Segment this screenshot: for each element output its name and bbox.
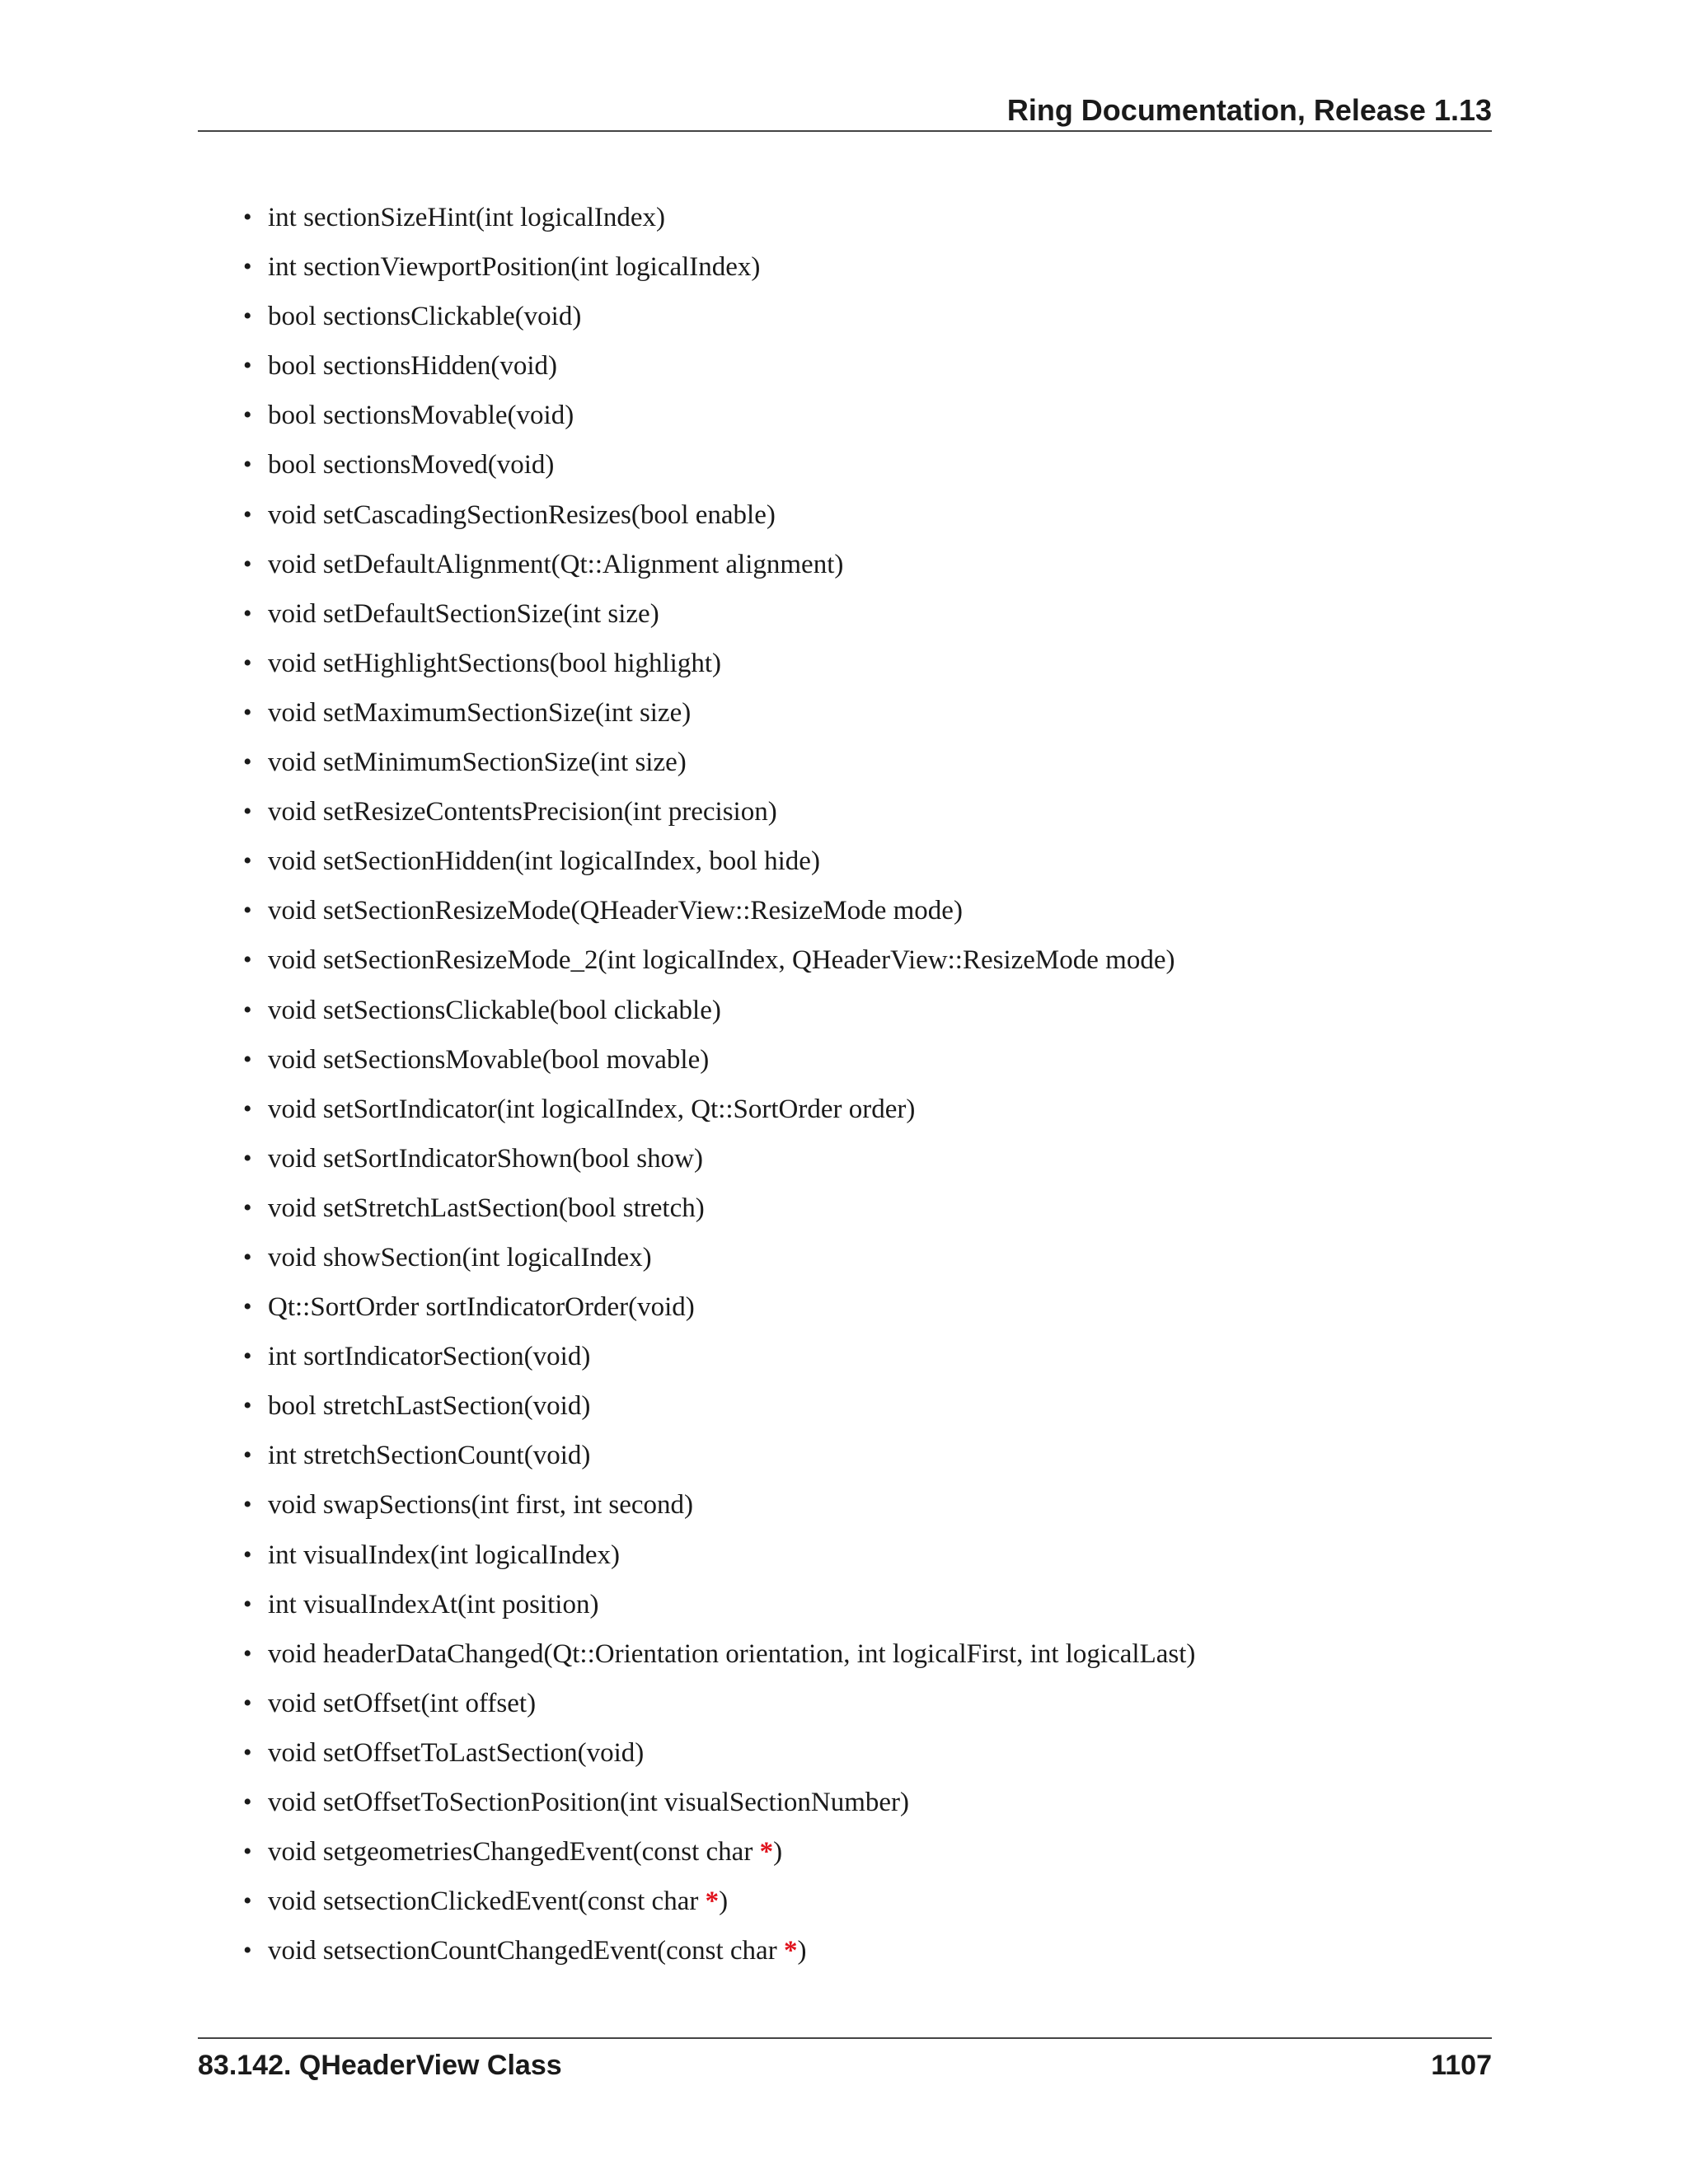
bullet-icon: • <box>243 550 252 578</box>
method-signature: void showSection(int logicalIndex) <box>268 1242 652 1272</box>
bullet-icon: • <box>243 253 252 281</box>
bullet-icon: • <box>243 1838 252 1866</box>
bullet-icon: • <box>243 1887 252 1915</box>
bullet-icon: • <box>243 1293 252 1321</box>
bullet-icon: • <box>243 1491 252 1519</box>
method-signature: void setMaximumSectionSize(int size) <box>268 697 692 728</box>
bullet-icon: • <box>243 698 252 726</box>
page-number: 1107 <box>1431 2050 1492 2081</box>
bullet-icon: • <box>243 1045 252 1073</box>
list-item <box>243 1240 1195 1289</box>
bullet-icon: • <box>243 1441 252 1469</box>
list-item <box>243 447 1195 496</box>
list-item <box>243 348 1195 397</box>
method-signature: void setOffset(int offset) <box>268 1688 537 1718</box>
footer-section-title: 83.142. QHeaderView Class <box>198 2050 562 2081</box>
method-signature: int sectionSizeHint(int logicalIndex) <box>268 203 666 232</box>
method-signature: int visualIndex(int logicalIndex) <box>268 1540 621 1570</box>
bullet-icon: • <box>243 897 252 925</box>
method-list <box>243 199 1195 1982</box>
list-item <box>243 497 1195 546</box>
pointer-star: * <box>783 1936 798 1966</box>
list-item <box>243 298 1195 348</box>
bullet-icon: • <box>243 1343 252 1371</box>
bullet-icon: • <box>243 1540 252 1568</box>
method-signature: void setSortIndicator(int logicalIndex, Qt::SortOrder order) <box>268 1094 916 1124</box>
method-signature: void setSectionsMovable(bool movable) <box>268 1044 710 1075</box>
bullet-icon: • <box>243 1243 252 1271</box>
bullet-icon: • <box>243 352 252 380</box>
list-item <box>243 1091 1195 1141</box>
list-item <box>243 992 1195 1042</box>
list-item <box>243 1437 1195 1487</box>
list-item <box>243 546 1195 596</box>
method-signature: int visualIndexAt(int position) <box>268 1589 599 1619</box>
list-item <box>243 794 1195 843</box>
closing-paren: ) <box>719 1886 729 1917</box>
list-item <box>243 1685 1195 1735</box>
list-item <box>243 645 1195 695</box>
bullet-icon: • <box>243 302 252 330</box>
method-signature: int sortIndicatorSection(void) <box>268 1342 591 1372</box>
list-item <box>243 249 1195 298</box>
bullet-icon: • <box>243 500 252 528</box>
list-item <box>243 596 1195 645</box>
method-signature: void setResizeContentsPrecision(int precision) <box>268 797 777 827</box>
list-item <box>243 397 1195 447</box>
method-signature: void headerDataChanged(Qt::Orientation orientation, int logicalFirst, int logicalLast) <box>268 1638 1196 1669</box>
method-signature: void setHighlightSections(bool highlight) <box>268 648 721 678</box>
method-signature: void setCascadingSectionResizes(bool enable) <box>268 499 776 530</box>
method-signature: bool sectionsClickable(void) <box>268 302 582 332</box>
list-item <box>243 1735 1195 1784</box>
method-signature: void setSectionResizeMode_2(int logicalIndex, QHeaderView::ResizeMode mode) <box>268 945 1175 976</box>
method-signature: void setMinimumSectionSize(int size) <box>268 748 687 778</box>
list-item <box>243 942 1195 991</box>
method-signature: void setSortIndicatorShown(bool show) <box>268 1143 703 1174</box>
bullet-icon: • <box>243 996 252 1024</box>
bullet-icon: • <box>243 1738 252 1766</box>
method-signature: void setsectionClickedEvent(const char <box>268 1886 706 1917</box>
list-item <box>243 1141 1195 1190</box>
method-signature: void setSectionResizeMode(QHeaderView::ResizeMode mode) <box>268 896 963 926</box>
method-signature: void swapSections(int first, int second) <box>268 1490 694 1521</box>
list-item <box>243 1388 1195 1437</box>
list-item <box>243 199 1195 249</box>
list-item <box>243 1586 1195 1636</box>
bullet-icon: • <box>243 1788 252 1816</box>
list-item <box>243 893 1195 942</box>
method-signature: int sectionViewportPosition(int logicalIndex) <box>268 252 761 283</box>
list-item <box>243 1784 1195 1834</box>
method-signature: void setDefaultAlignment(Qt::Alignment alignment) <box>268 549 844 579</box>
document-title: Ring Documentation, Release 1.13 <box>1006 93 1492 127</box>
method-signature: void setSectionHidden(int logicalIndex, bool hide) <box>268 846 820 877</box>
bullet-icon: • <box>243 1689 252 1717</box>
method-signature: void setsectionCountChangedEvent(const char <box>268 1936 784 1966</box>
bullet-icon: • <box>243 1639 252 1667</box>
bullet-icon: • <box>243 204 252 231</box>
method-signature: bool sectionsMovable(void) <box>268 401 574 431</box>
method-signature: bool sectionsHidden(void) <box>268 351 558 382</box>
method-signature: void setOffsetToLastSection(void) <box>268 1737 645 1768</box>
bullet-icon: • <box>243 1094 252 1122</box>
bullet-icon: • <box>243 798 252 826</box>
list-item <box>243 1338 1195 1388</box>
list-item <box>243 1834 1195 1883</box>
pointer-star: * <box>705 1886 720 1917</box>
method-signature: void setOffsetToSectionPosition(int visualSectionNumber) <box>268 1788 909 1817</box>
list-item <box>243 695 1195 744</box>
list-item <box>243 1933 1195 1982</box>
list-item <box>243 1636 1195 1685</box>
bullet-icon: • <box>243 847 252 875</box>
method-signature: bool stretchLastSection(void) <box>268 1391 591 1422</box>
bullet-icon: • <box>243 1590 252 1618</box>
bullet-icon: • <box>243 1392 252 1420</box>
method-signature: Qt::SortOrder sortIndicatorOrder(void) <box>268 1292 695 1323</box>
bullet-icon: • <box>243 451 252 479</box>
bullet-icon: • <box>243 946 252 974</box>
list-item <box>243 1042 1195 1091</box>
method-signature: void setSectionsClickable(bool clickable) <box>268 995 721 1025</box>
method-signature: bool sectionsMoved(void) <box>268 450 555 480</box>
page-footer <box>198 2037 1492 2087</box>
list-item <box>243 843 1195 893</box>
list-item <box>243 1883 1195 1933</box>
list-item <box>243 744 1195 794</box>
page-header <box>198 89 1492 132</box>
bullet-icon: • <box>243 1144 252 1172</box>
closing-paren: ) <box>797 1936 807 1966</box>
bullet-icon: • <box>243 1937 252 1965</box>
bullet-icon: • <box>243 649 252 677</box>
bullet-icon: • <box>243 1193 252 1221</box>
method-signature: void setDefaultSectionSize(int size) <box>268 598 659 629</box>
list-item <box>243 1190 1195 1240</box>
pointer-star: * <box>759 1837 774 1868</box>
list-item <box>243 1537 1195 1586</box>
bullet-icon: • <box>243 401 252 429</box>
method-signature: void setStretchLastSection(bool stretch) <box>268 1193 705 1223</box>
method-signature: void setgeometriesChangedEvent(const char <box>268 1837 760 1868</box>
method-signature: int stretchSectionCount(void) <box>268 1441 591 1471</box>
list-item <box>243 1487 1195 1536</box>
closing-paren: ) <box>773 1837 783 1868</box>
bullet-icon: • <box>243 748 252 776</box>
list-item <box>243 1289 1195 1338</box>
bullet-icon: • <box>243 599 252 627</box>
